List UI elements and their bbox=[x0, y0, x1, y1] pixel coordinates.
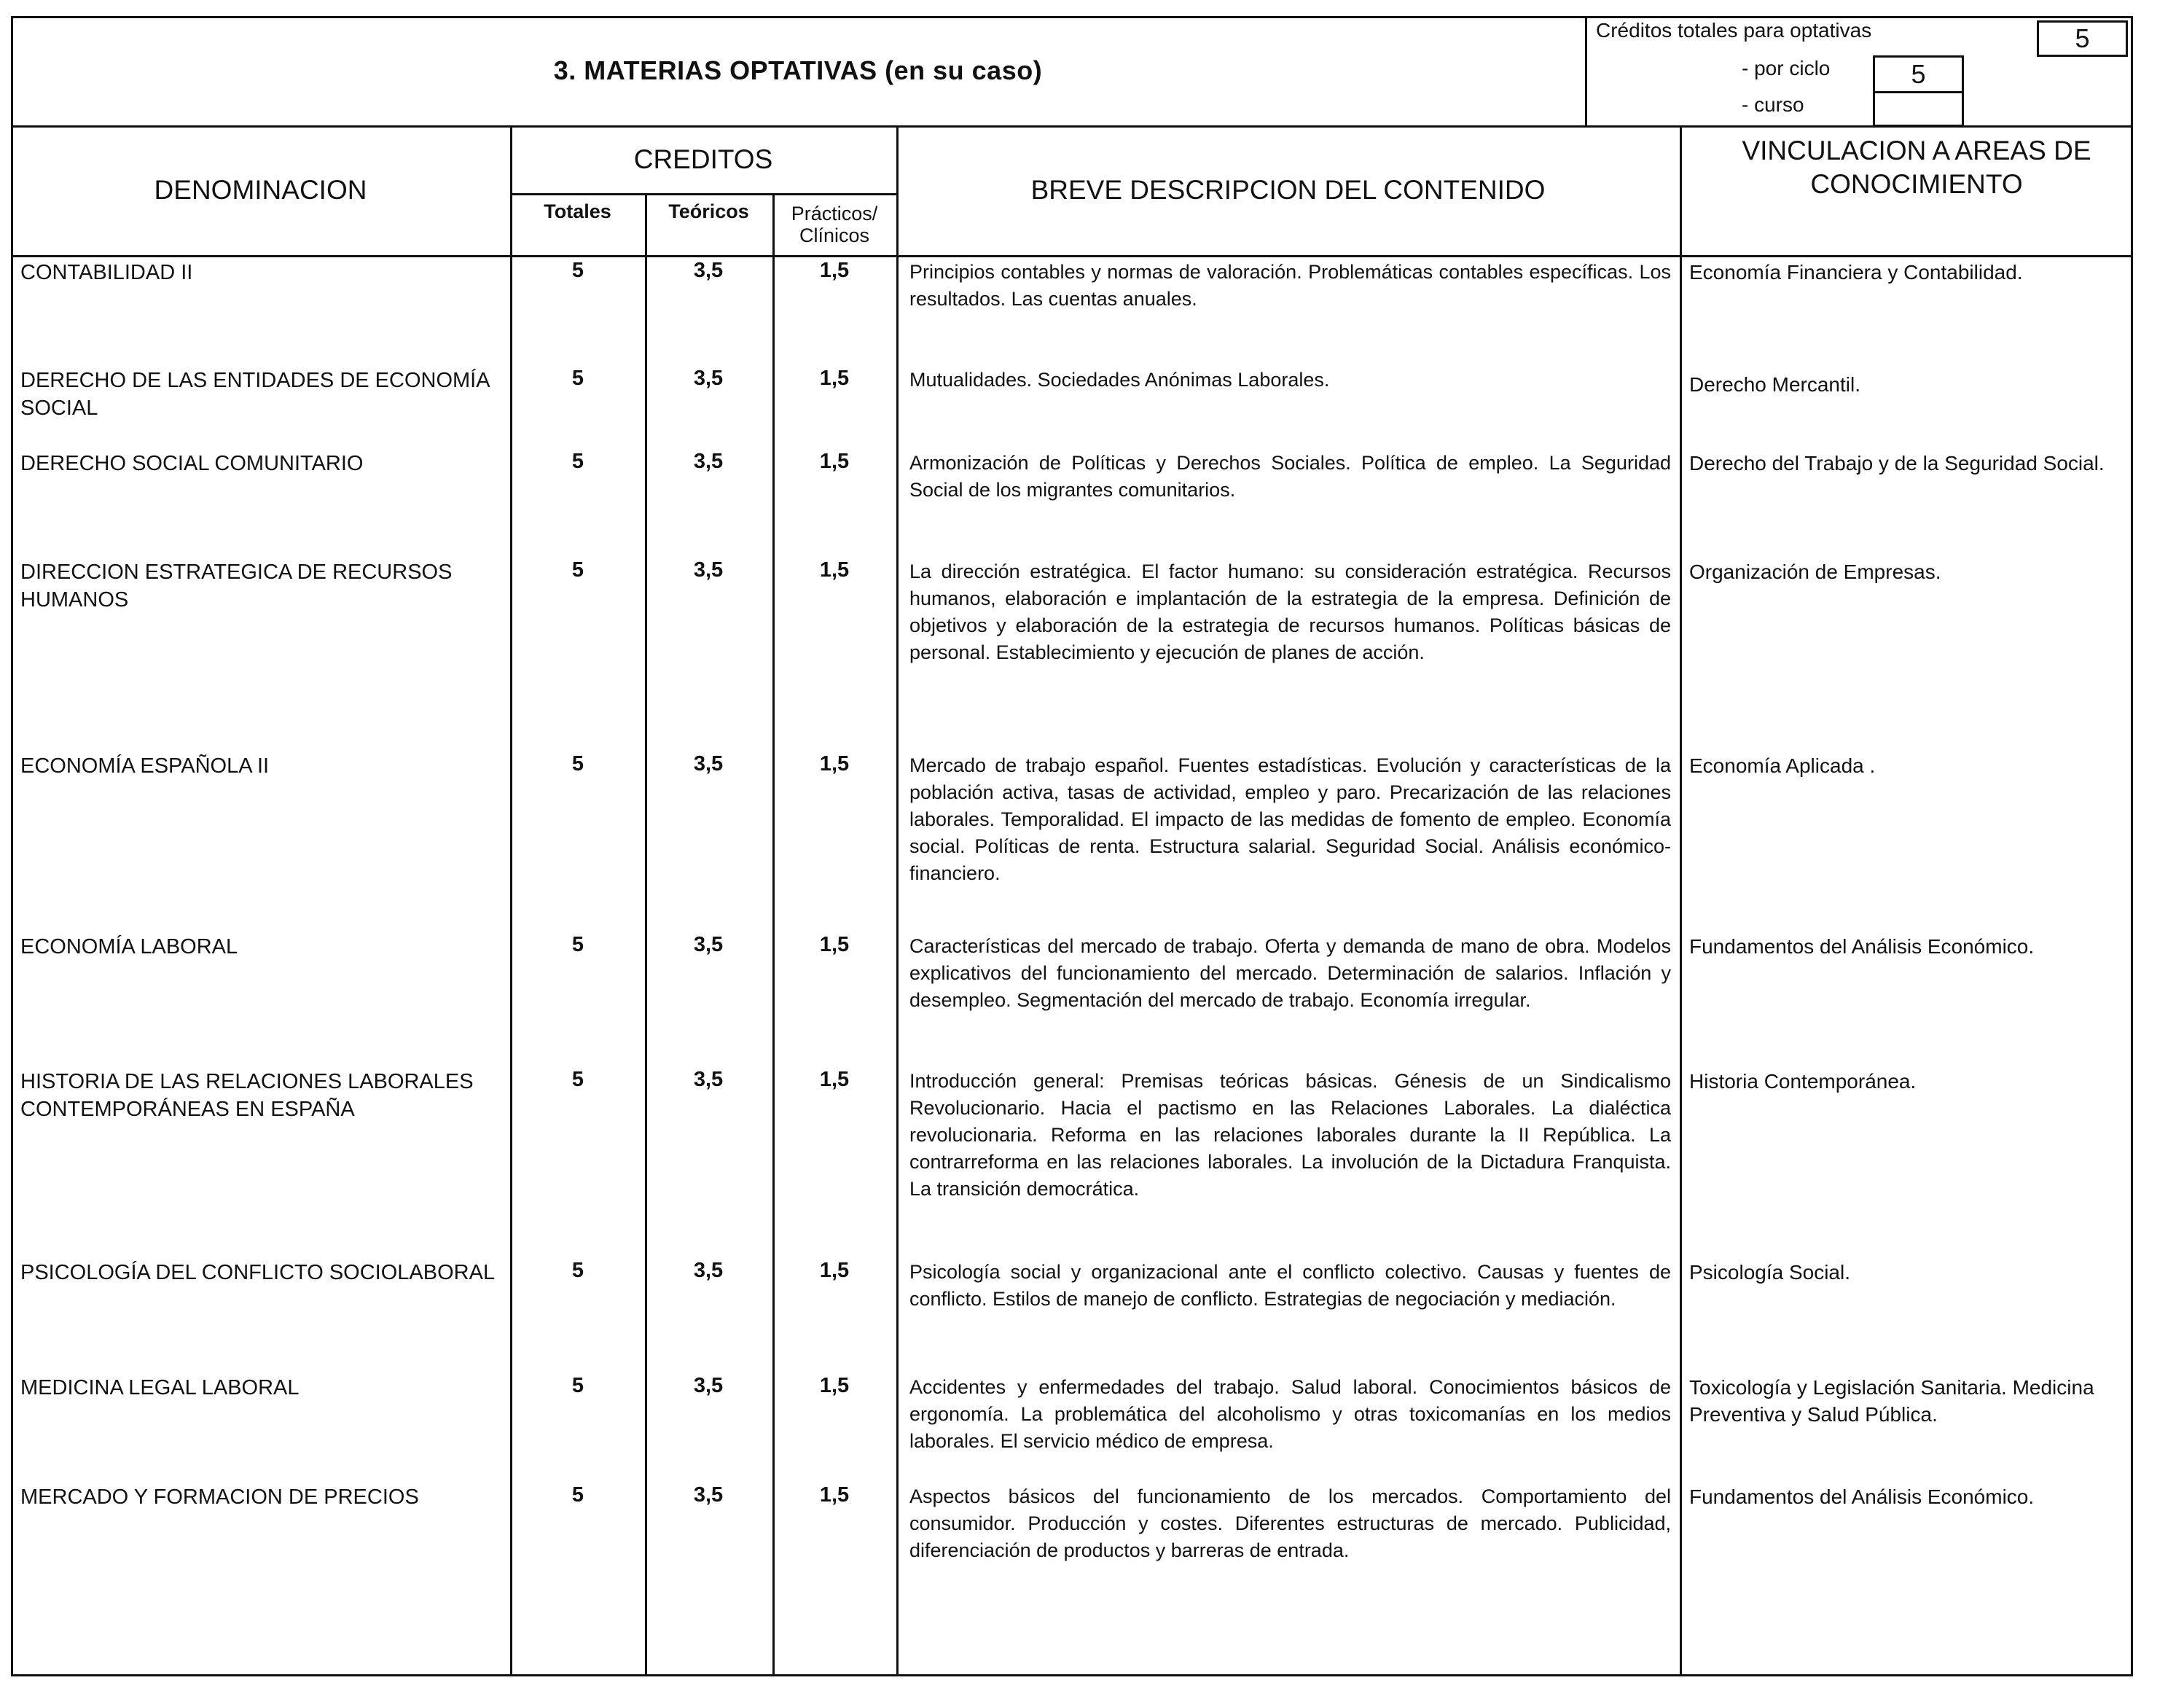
row-descripcion: Accidentes y enfermedades del trabajo. Salud laboral. Conocimientos básicos de ergonomía. La problemática del alcoholismo y otras toxicomanías en los medios laborales. El servicio médico de empresa. bbox=[909, 1376, 1671, 1452]
row-practicos: 1,5 bbox=[819, 450, 850, 473]
column-header-divider bbox=[11, 255, 2133, 257]
row-denominacion: PSICOLOGÍA DEL CONFLICTO SOCIOLABORAL bbox=[20, 1261, 496, 1284]
row-practicos: 1,5 bbox=[819, 1374, 850, 1397]
row-denominacion: MEDICINA LEGAL LABORAL bbox=[20, 1376, 300, 1399]
column-header-totales: Totales bbox=[544, 200, 611, 222]
row-practicos: 1,5 bbox=[819, 1259, 850, 1282]
row-totales: 5 bbox=[571, 367, 584, 390]
creditos-totales-field[interactable]: 5 bbox=[2037, 20, 2128, 57]
row-area: Derecho Mercantil. bbox=[1689, 373, 1860, 396]
row-practicos: 1,5 bbox=[819, 752, 850, 776]
row-area: Fundamentos del Análisis Económico. bbox=[1689, 935, 2035, 958]
row-practicos: 1,5 bbox=[819, 259, 850, 282]
row-denominacion: ECONOMÍA LABORAL bbox=[20, 935, 238, 958]
row-area: Economía Financiera y Contabilidad. bbox=[1689, 261, 2023, 284]
row-practicos: 1,5 bbox=[819, 367, 850, 390]
row-teoricos: 3,5 bbox=[693, 1483, 724, 1507]
column-header-practicos: Prácticos/ Clínicos bbox=[791, 203, 878, 246]
row-totales: 5 bbox=[571, 450, 584, 473]
column-header-vinculacion: VINCULACION A AREAS DE CONOCIMIENTO bbox=[1742, 135, 2091, 199]
row-descripcion: Mutualidades. Sociedades Anónimas Laborales. bbox=[909, 369, 1330, 391]
row-area: Fundamentos del Análisis Económico. bbox=[1689, 1485, 2035, 1508]
row-descripcion: Psicología social y organizacional ante el conflicto colectivo. Causas y fuentes de conflicto. Estilos de manejo de conflicto. Estrategias de negociación y mediación. bbox=[909, 1261, 1671, 1310]
creditos-totales-label: Créditos totales para optativas bbox=[1596, 19, 1872, 42]
row-teoricos: 3,5 bbox=[693, 752, 724, 776]
row-teoricos: 3,5 bbox=[693, 933, 724, 956]
column-header-descripcion: BREVE DESCRIPCION DEL CONTENIDO bbox=[1030, 175, 1546, 205]
row-teoricos: 3,5 bbox=[693, 259, 724, 282]
row-area: Psicología Social. bbox=[1689, 1261, 1851, 1284]
row-totales: 5 bbox=[571, 752, 584, 776]
row-descripcion: Introducción general: Premisas teóricas básicas. Génesis de un Sindicalismo Revolucionario. Hacia el pactismo en las Relaciones Laborales. La dialéctica revolucionaria. Reforma en las relaciones laborales durante la II República. La contrarreforma en las relaciones laborales. La involución de la Dictadura Franquista. La transición democrática. bbox=[909, 1070, 1671, 1200]
row-totales: 5 bbox=[571, 259, 584, 282]
row-area: Toxicología y Legislación Sanitaria. Medicina Preventiva y Salud Pública. bbox=[1689, 1376, 2094, 1426]
row-totales: 5 bbox=[571, 1068, 584, 1091]
curso-field[interactable] bbox=[1873, 91, 1964, 127]
row-descripcion: Características del mercado de trabajo. Oferta y demanda de mano de obra. Modelos explicativos del funcionamiento del mercado. Determinación de salarios. Inflación y desempleo. Segmentación del mercado de trabajo. Economía irregular. bbox=[909, 935, 1671, 1011]
row-totales: 5 bbox=[571, 1483, 584, 1507]
row-teoricos: 3,5 bbox=[693, 558, 724, 582]
por-ciclo-field[interactable]: 5 bbox=[1873, 55, 1964, 93]
column-header-creditos: CREDITOS bbox=[633, 144, 773, 174]
row-totales: 5 bbox=[571, 933, 584, 956]
row-denominacion: DERECHO SOCIAL COMUNITARIO bbox=[20, 452, 364, 475]
row-totales: 5 bbox=[571, 1259, 584, 1282]
row-practicos: 1,5 bbox=[819, 1483, 850, 1507]
credits-box-divider bbox=[1585, 16, 1587, 125]
column-header-teoricos: Teóricos bbox=[668, 200, 749, 222]
row-practicos: 1,5 bbox=[819, 933, 850, 956]
row-descripcion: Mercado de trabajo español. Fuentes estadísticas. Evolución y características de la población activa, tasas de actividad, empleo y paro. Precarización de las relaciones laborales. Temporalidad. El impacto de las medidas de fomento de empleo. Economía social. Políticas de renta. Estructura salarial. Seguridad Social. Análisis económico-financiero. bbox=[909, 754, 1671, 884]
row-teoricos: 3,5 bbox=[693, 1374, 724, 1397]
page-title: 3. MATERIAS OPTATIVAS (en su caso) bbox=[553, 55, 1043, 85]
col-divider-totales bbox=[645, 193, 647, 1676]
row-descripcion: Aspectos básicos del funcionamiento de los mercados. Comportamiento del consumidor. Producción y costes. Diferentes estructuras de mercado. Publicidad, diferenciación de productos y barreras de entrada. bbox=[909, 1485, 1671, 1561]
row-teoricos: 3,5 bbox=[693, 450, 724, 473]
row-denominacion: CONTABILIDAD II bbox=[20, 261, 193, 284]
row-denominacion: DIRECCION ESTRATEGICA DE RECURSOS HUMANOS bbox=[20, 561, 453, 612]
col-divider-creditos bbox=[896, 125, 899, 1676]
row-area: Historia Contemporánea. bbox=[1689, 1070, 1917, 1093]
row-practicos: 1,5 bbox=[819, 558, 850, 582]
row-denominacion: MERCADO Y FORMACION DE PRECIOS bbox=[20, 1485, 419, 1509]
col-divider-denominacion bbox=[510, 125, 512, 1676]
por-ciclo-label: - por ciclo bbox=[1742, 57, 1831, 79]
row-descripcion: Principios contables y normas de valoración. Problemáticas contables específicas. Los resultados. Las cuentas anuales. bbox=[909, 261, 1671, 310]
curso-label: - curso bbox=[1742, 93, 1804, 116]
row-teoricos: 3,5 bbox=[693, 1068, 724, 1091]
row-totales: 5 bbox=[571, 1374, 584, 1397]
row-descripcion: Armonización de Políticas y Derechos Sociales. Política de empleo. La Seguridad Social de los migrantes comunitarios. bbox=[909, 452, 1671, 501]
row-denominacion: ECONOMÍA ESPAÑOLA II bbox=[20, 754, 270, 778]
row-area: Derecho del Trabajo y de la Seguridad Social. bbox=[1689, 452, 2105, 475]
row-totales: 5 bbox=[571, 558, 584, 582]
row-teoricos: 3,5 bbox=[693, 1259, 724, 1282]
row-practicos: 1,5 bbox=[819, 1068, 850, 1091]
row-area: Organización de Empresas. bbox=[1689, 561, 1941, 583]
row-area: Economía Aplicada . bbox=[1689, 754, 1876, 777]
col-divider-descripcion bbox=[1680, 125, 1682, 1676]
col-divider-teoricos bbox=[772, 193, 775, 1676]
row-denominacion: HISTORIA DE LAS RELACIONES LABORALES CONTEMPORÁNEAS EN ESPAÑA bbox=[20, 1070, 474, 1121]
column-header-denominacion: DENOMINACION bbox=[154, 175, 367, 205]
row-descripcion: La dirección estratégica. El factor humano: su consideración estratégica. Recursos humanos, elaboración e implantación de la estrategia de la empresa. Definición de objetivos y elaboración de la estrategia de recursos humanos. Políticas básicas de personal. Establecimiento y ejecución de planes de acción. bbox=[909, 561, 1671, 663]
row-teoricos: 3,5 bbox=[693, 367, 724, 390]
row-denominacion: DERECHO DE LAS ENTIDADES DE ECONOMÍA SOCIAL bbox=[20, 369, 489, 420]
